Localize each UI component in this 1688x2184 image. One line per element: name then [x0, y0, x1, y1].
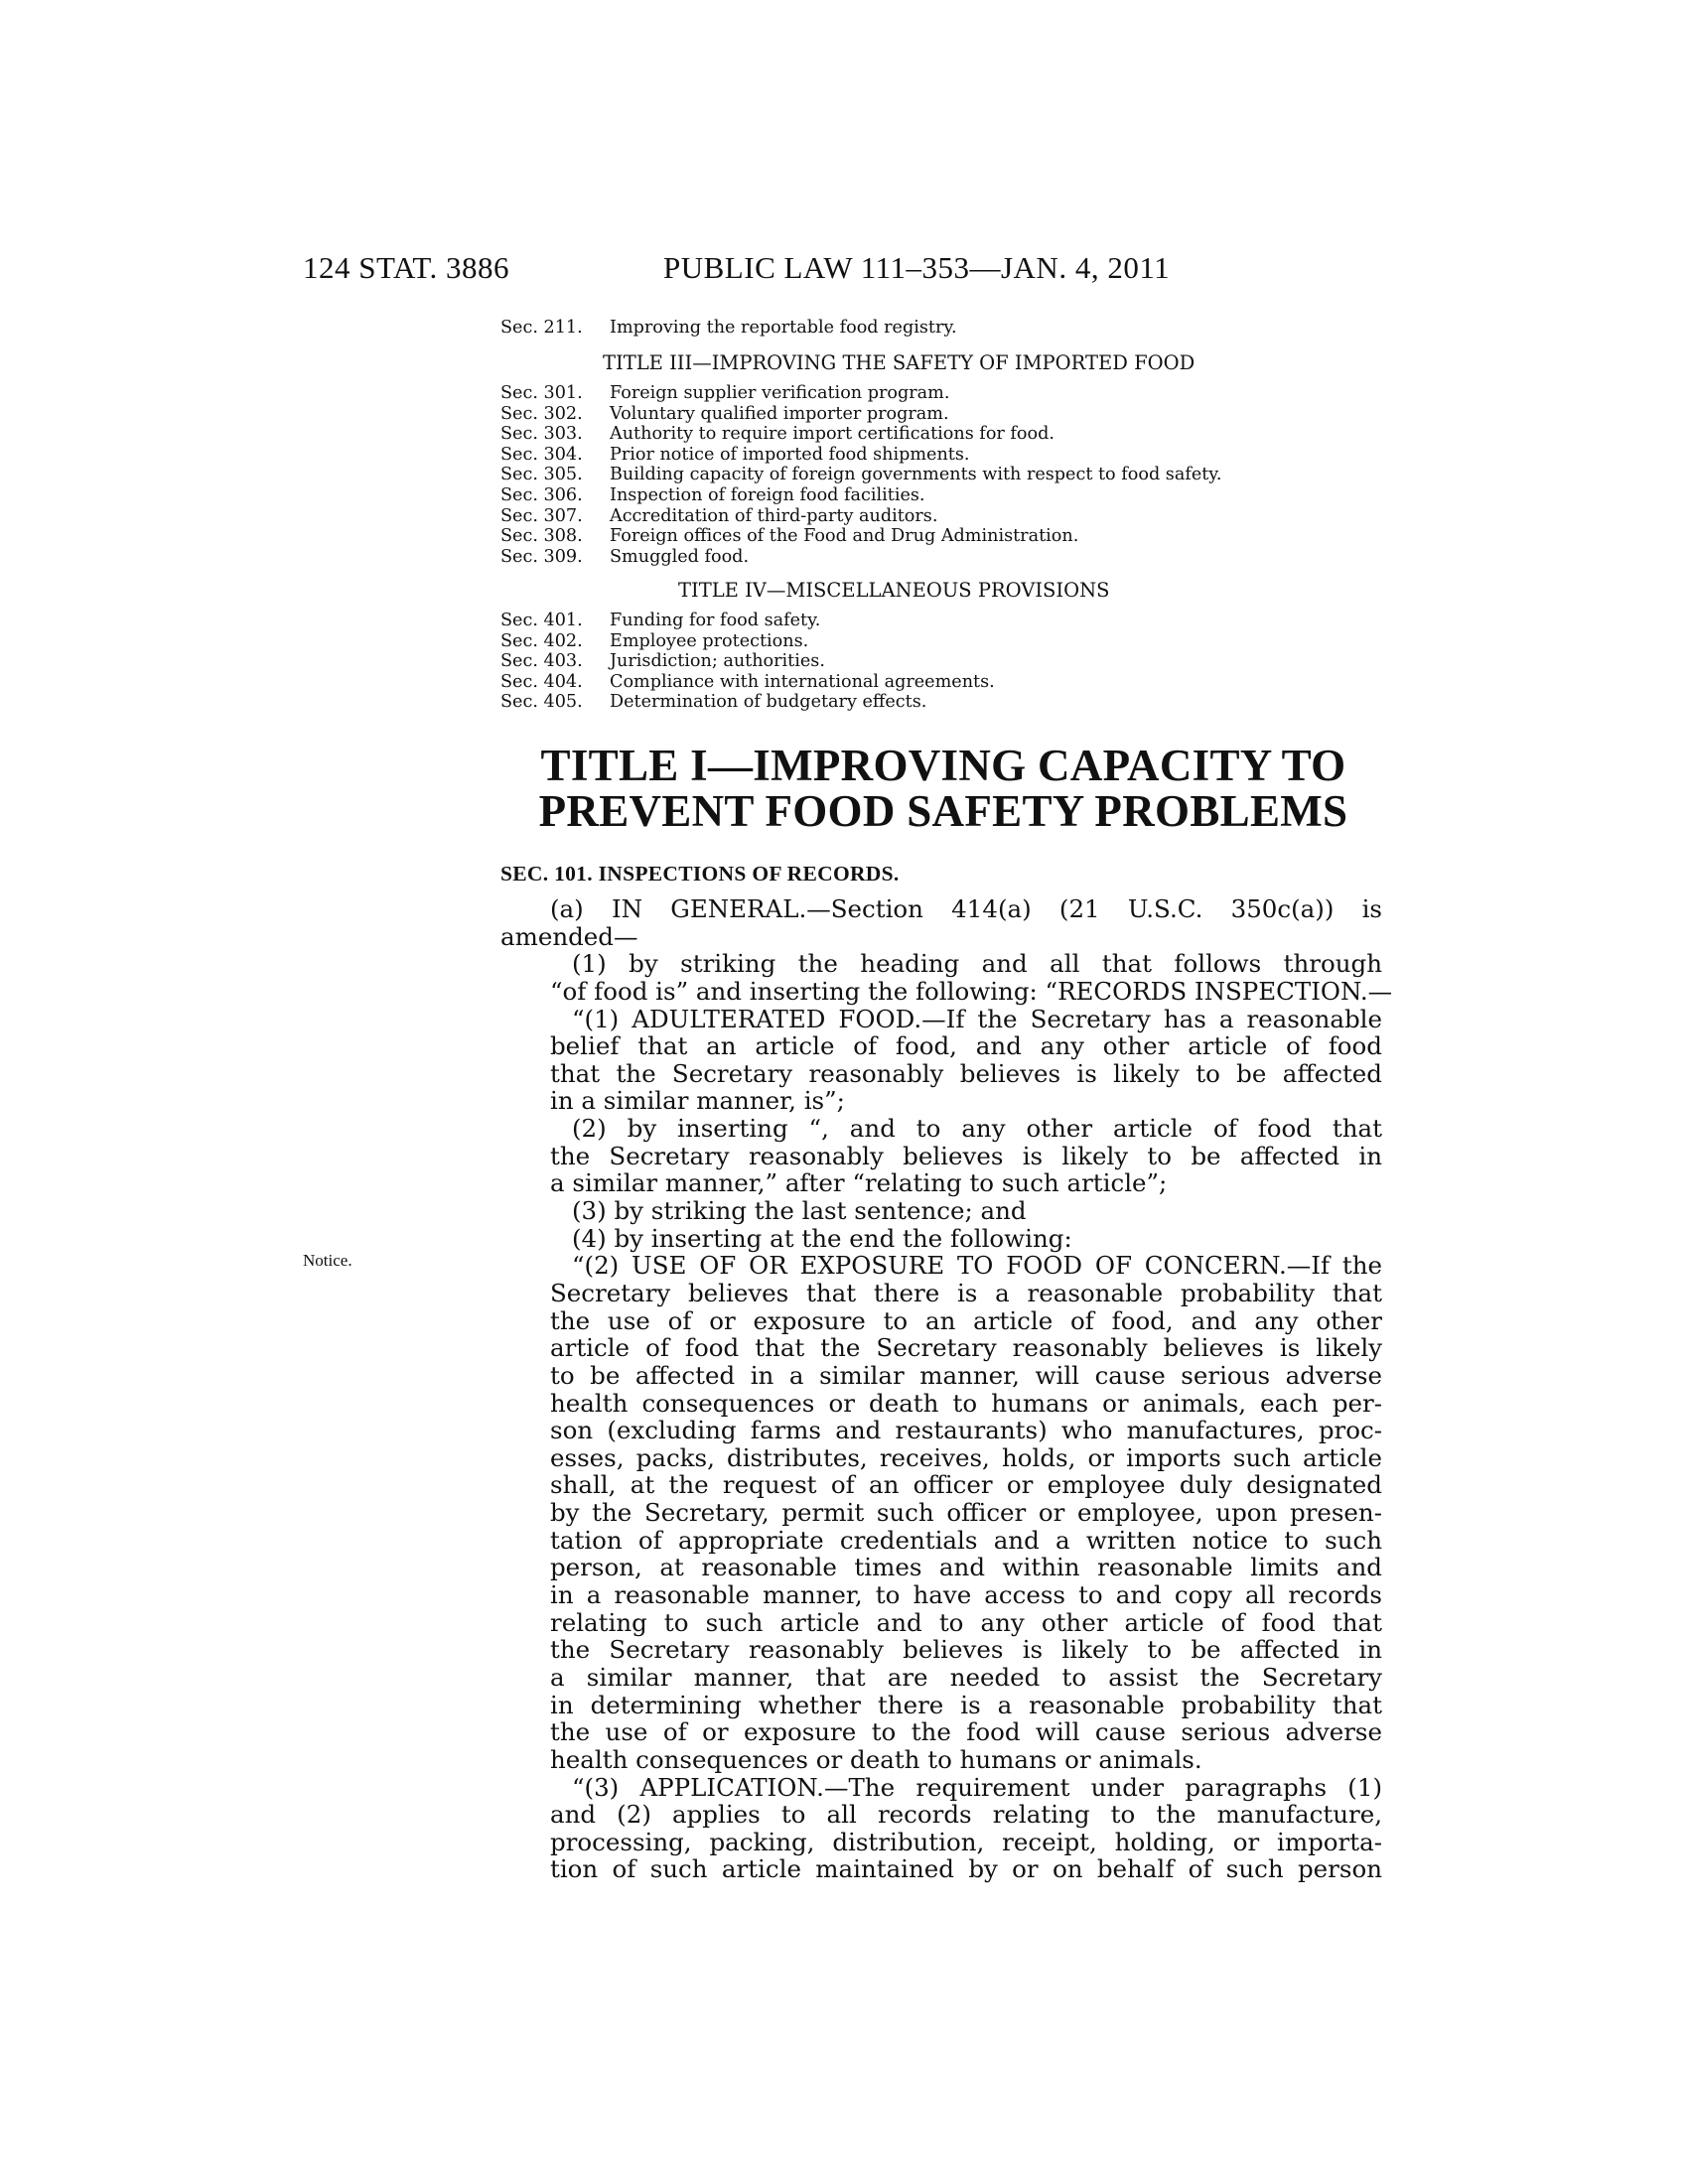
- toc-item: [500, 547, 1222, 568]
- text-line: in a reasonable manner, to have access to and copy all records: [550, 1580, 1382, 1610]
- toc-item: [500, 611, 995, 631]
- toc-item-text: Compliance with international agreements.: [610, 671, 995, 692]
- toc-item-text: Improving the reportable food registry.: [610, 318, 957, 338]
- toc-item: [500, 672, 995, 693]
- text-line: the use of or exposure to the food will cause serious adverse: [550, 1717, 1382, 1747]
- text-line: by the Secretary, permit such officer or employee, upon presen-: [550, 1498, 1382, 1528]
- text-line: health consequences or death to humans or animals.: [550, 1744, 1202, 1774]
- toc-item-text: Smuggled food.: [610, 546, 750, 567]
- toc-item-number: Sec. 404.: [500, 671, 583, 692]
- toc-item: [500, 445, 1222, 466]
- toc-item-number: Sec. 305.: [500, 465, 583, 485]
- toc-title-iii-list: [500, 383, 1222, 567]
- toc-title-iii: TITLE III—IMPROVING THE SAFETY OF IMPORTED FOOD: [603, 351, 1196, 374]
- text-line: (2) by inserting “, and to any other article of food that: [572, 1114, 1382, 1144]
- title-heading: [500, 743, 1386, 834]
- toc-item-number: Sec. 403.: [500, 651, 583, 672]
- toc-item: [500, 485, 1222, 506]
- toc-item-number: Sec. 402.: [500, 630, 583, 651]
- title-line: PREVENT FOOD SAFETY PROBLEMS: [538, 786, 1348, 836]
- toc-item: [500, 526, 1222, 547]
- toc-item-number: Sec. 211.: [500, 318, 583, 338]
- toc-item-number: Sec. 307.: [500, 505, 583, 526]
- text-line: (4) by inserting at the end the following:: [572, 1223, 1072, 1253]
- toc-pre-list: [500, 318, 957, 339]
- section-body: [500, 894, 1393, 1884]
- text-line: (3) by striking the last sentence; and: [572, 1196, 1027, 1226]
- text-line: that the Secretary reasonably believes is likely to be affected: [550, 1058, 1382, 1088]
- text-line: tation of appropriate credentials and a written notice to such: [550, 1525, 1382, 1555]
- text-line: shall, at the request of an officer or employee duly designated: [550, 1470, 1382, 1500]
- toc-item: [500, 465, 1222, 485]
- title-line: TITLE I—IMPROVING CAPACITY TO: [540, 741, 1346, 790]
- text-line: article of food that the Secretary reasonably believes is likely: [550, 1333, 1382, 1363]
- toc-item-number: Sec. 301.: [500, 383, 583, 403]
- toc-item-text: Inspection of foreign food facilities.: [610, 484, 925, 505]
- toc-item: [500, 651, 995, 672]
- page-reference: 124 STAT. 3886: [303, 250, 510, 285]
- toc-title-iv-list: [500, 611, 995, 713]
- toc-item: [500, 506, 1222, 527]
- toc-item-text: Building capacity of foreign governments with respect to food safety.: [610, 465, 1222, 485]
- text-line: (a) IN GENERAL.—Section 414(a) (21 U.S.C. 350c(a)) is: [550, 894, 1382, 923]
- text-line: esses, packs, distributes, receives, holds, or imports such article: [550, 1442, 1382, 1472]
- toc-item-text: Determination of budgetary effects.: [610, 692, 927, 713]
- text-line: “(1) ADULTERATED FOOD.—If the Secretary has a reasonable: [572, 1004, 1382, 1033]
- toc-item-number: Sec. 401.: [500, 611, 583, 630]
- text-line: “(2) USE OF OR EXPOSURE TO FOOD OF CONCERN.—If the: [572, 1251, 1382, 1281]
- toc-item-number: Sec. 306.: [500, 484, 583, 505]
- text-line: processing, packing, distribution, receipt, holding, or importa-: [550, 1827, 1382, 1856]
- toc-item-text: Foreign supplier verification program.: [610, 383, 950, 403]
- text-line: the Secretary reasonably believes is likely to be affected in: [550, 1141, 1382, 1170]
- toc-item-text: Accreditation of third-party auditors.: [610, 505, 938, 526]
- text-line: amended—: [500, 921, 638, 951]
- text-line: to be affected in a similar manner, will cause serious adverse: [550, 1360, 1382, 1390]
- toc-item-text: Funding for food safety.: [610, 611, 821, 630]
- text-line: and (2) applies to all records relating to the manufacture,: [550, 1800, 1382, 1830]
- toc-item-text: Jurisdiction; authorities.: [610, 651, 825, 672]
- toc-item-number: Sec. 304.: [500, 444, 583, 465]
- text-line: belief that an article of food, and any other article of food: [550, 1031, 1382, 1061]
- text-line: Secretary believes that there is a reasonable probability that: [550, 1278, 1382, 1307]
- text-line: tion of such article maintained by or on behalf of such person: [550, 1854, 1382, 1884]
- toc-item: [500, 404, 1222, 425]
- section-heading: SEC. 101. INSPECTIONS OF RECORDS.: [500, 862, 900, 886]
- text-line: (1) by striking the heading and all that follows through: [572, 949, 1382, 979]
- toc-item: [500, 692, 995, 713]
- toc-title-iv: TITLE IV—MISCELLANEOUS PROVISIONS: [678, 579, 1110, 602]
- toc-item-text: Prior notice of imported food shipments.: [610, 444, 970, 465]
- toc-item-text: Foreign offices of the Food and Drug Administration.: [610, 526, 1079, 547]
- toc-item: [500, 424, 1222, 445]
- text-line: son (excluding farms and restaurants) who manufactures, proc-: [550, 1416, 1382, 1445]
- toc-item-number: Sec. 308.: [500, 526, 583, 547]
- text-line: the use of or exposure to an article of food, and any other: [550, 1305, 1382, 1335]
- toc-item: [500, 383, 1222, 404]
- running-header: PUBLIC LAW 111–353—JAN. 4, 2011: [663, 250, 1171, 285]
- text-line: “of food is” and inserting the following: “RECORDS INSPECTION.—: [550, 976, 1393, 1006]
- text-line: a similar manner, that are needed to assist the Secretary: [550, 1662, 1382, 1692]
- toc-item: [500, 631, 995, 652]
- text-line: the Secretary reasonably believes is likely to be affected in: [550, 1635, 1382, 1665]
- text-line: person, at reasonable times and within reasonable limits and: [550, 1553, 1382, 1582]
- toc-item-text: Employee protections.: [610, 630, 809, 651]
- text-line: “(3) APPLICATION.—The requirement under paragraphs (1): [572, 1772, 1382, 1802]
- toc-item-number: Sec. 309.: [500, 546, 583, 567]
- text-line: health consequences or death to humans or animals, each per-: [550, 1388, 1382, 1418]
- margin-note: Notice.: [303, 1251, 352, 1270]
- text-line: in a similar manner, is”;: [550, 1086, 845, 1116]
- toc-item-number: Sec. 405.: [500, 692, 583, 713]
- toc-item-text: Authority to require import certifications for food.: [610, 424, 1055, 445]
- toc-item-number: Sec. 303.: [500, 424, 583, 445]
- toc-item-text: Voluntary qualified importer program.: [610, 403, 949, 424]
- toc-item: [500, 318, 957, 339]
- toc-item-number: Sec. 302.: [500, 403, 583, 424]
- text-line: relating to such article and to any other article of food that: [550, 1607, 1382, 1637]
- text-line: in determining whether there is a reasonable probability that: [550, 1690, 1382, 1719]
- text-line: a similar manner,” after “relating to such article”;: [550, 1168, 1168, 1198]
